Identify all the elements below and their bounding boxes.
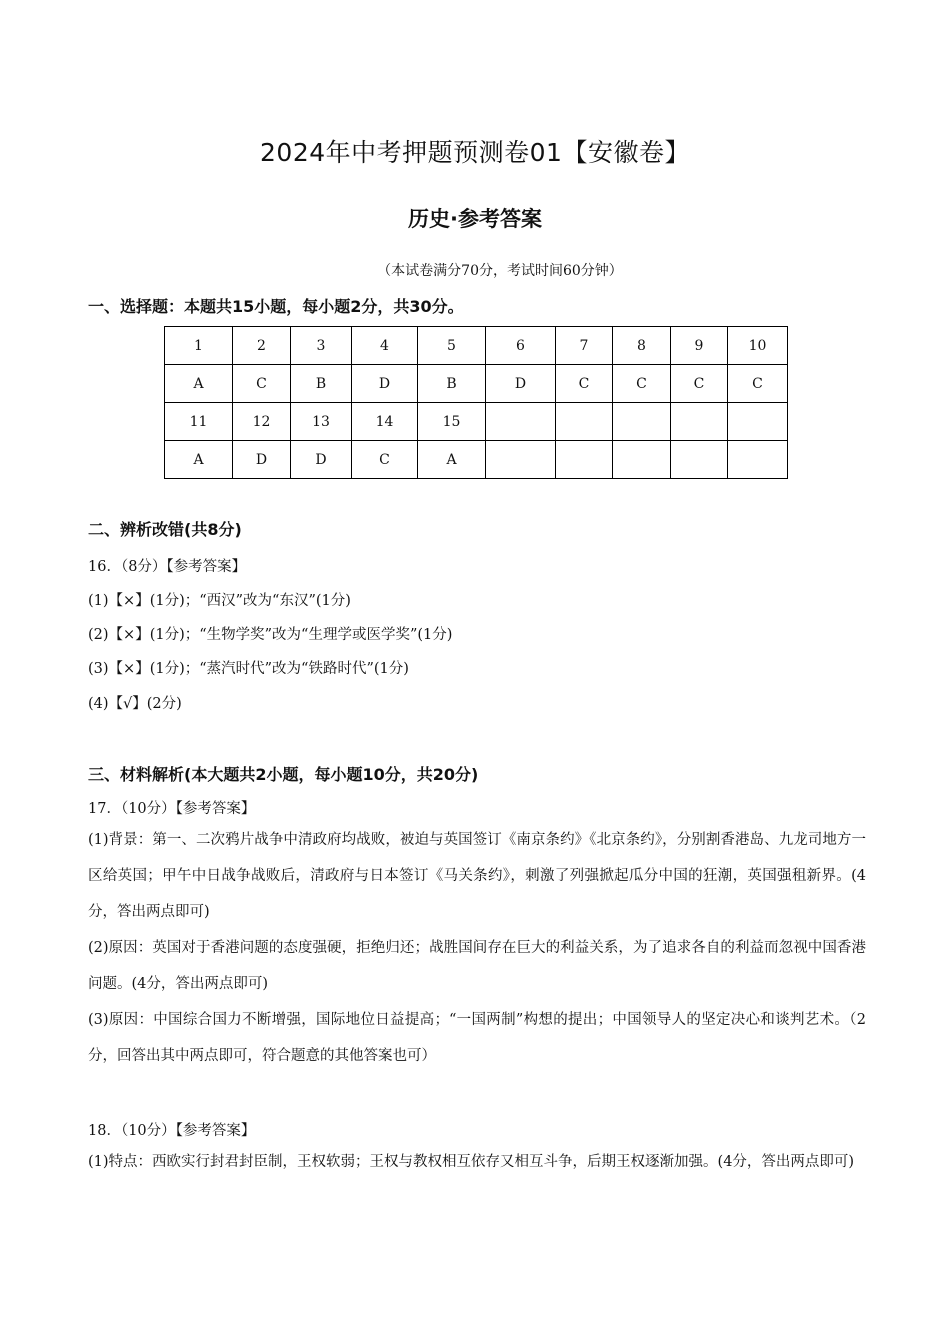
table-cell: 2 — [233, 327, 291, 365]
q17-answer-1: (1)背景：第一、二次鸦片战争中清政府均战败，被迫与英国签订《南京条约》《北京条约》，分别割香港岛、九龙司地方一区给英国；甲午中日战争战败后，清政府与日本签订《马关条约》，刺激了列强掀起瓜分中国的狂潮，英国强租新界。(4分，答出两点即可) — [88, 832, 866, 920]
table-cell: C — [728, 365, 788, 403]
table-cell: 15 — [418, 403, 486, 441]
table-cell — [613, 403, 671, 441]
answer-table — [164, 326, 788, 479]
table-cell: C — [352, 441, 418, 479]
exam-note: （本试卷满分70分，考试时间60分钟） — [377, 263, 623, 279]
q17-label: 17．（10分）【参考答案】 — [88, 801, 256, 817]
page-title: 2024年中考押题预测卷01【安徽卷】 — [260, 138, 690, 167]
page-subtitle: 历史·参考答案 — [408, 207, 542, 231]
table-cell — [671, 441, 728, 479]
table-cell: C — [556, 365, 613, 403]
table-cell: C — [233, 365, 291, 403]
table-cell: 1 — [165, 327, 233, 365]
table-cell — [613, 441, 671, 479]
q18-answer-1: (1)特点：西欧实行封君封臣制，王权软弱；王权与教权相互依存又相互斗争，后期王权逐渐加强。(4分，答出两点即可) — [88, 1154, 855, 1170]
table-cell — [486, 441, 556, 479]
table-cell: 4 — [352, 327, 418, 365]
table-cell: D — [291, 441, 352, 479]
q17-answer-2: (2)原因：英国对于香港问题的态度强硬，拒绝归还；战胜国间存在巨大的利益关系，为了追求各自的利益而忽视中国香港问题。(4分，答出两点即可) — [88, 940, 866, 992]
table-cell: B — [291, 365, 352, 403]
table-cell — [728, 441, 788, 479]
table-cell: 14 — [352, 403, 418, 441]
table-row — [165, 403, 788, 441]
table-cell — [728, 403, 788, 441]
table-row — [165, 327, 788, 365]
q16-answer-2: (2)【×】(1分)；“生物学奖”改为“生理学或医学奖”(1分) — [88, 627, 453, 643]
table-cell: 5 — [418, 327, 486, 365]
table-cell: 9 — [671, 327, 728, 365]
table-cell: 7 — [556, 327, 613, 365]
table-cell — [556, 441, 613, 479]
table-cell: B — [418, 365, 486, 403]
q18-label: 18．（10分）【参考答案】 — [88, 1123, 256, 1139]
table-row — [165, 365, 788, 403]
table-cell: A — [165, 365, 233, 403]
table-cell: 11 — [165, 403, 233, 441]
q16-answer-3: (3)【×】(1分)；“蒸汽时代”改为“铁路时代”(1分) — [88, 661, 409, 677]
table-cell: D — [486, 365, 556, 403]
table-cell — [556, 403, 613, 441]
table-cell: C — [613, 365, 671, 403]
q16-label: 16．（8分）【参考答案】 — [88, 559, 247, 575]
table-cell: 12 — [233, 403, 291, 441]
section1-heading: 一、选择题：本题共15小题，每小题2分，共30分。 — [88, 297, 464, 316]
section3-heading: 三、材料解析(本大题共2小题，每小题10分，共20分) — [88, 765, 479, 784]
table-cell: 13 — [291, 403, 352, 441]
table-cell: 3 — [291, 327, 352, 365]
q17-answer-3: (3)原因：中国综合国力不断增强，国际地位日益提高；“一国两制”构想的提出；中国领导人的坚定决心和谈判艺术。（2分，回答出其中两点即可，符合题意的其他答案也可） — [88, 1012, 866, 1064]
table-cell: D — [233, 441, 291, 479]
q16-answer-4: (4)【√】(2分) — [88, 696, 182, 712]
table-cell: 10 — [728, 327, 788, 365]
table-cell: A — [418, 441, 486, 479]
table-cell: 8 — [613, 327, 671, 365]
table-cell: D — [352, 365, 418, 403]
table-cell — [671, 403, 728, 441]
table-cell — [486, 403, 556, 441]
q16-answer-1: (1)【×】(1分)；“西汉”改为“东汉”(1分) — [88, 593, 351, 609]
table-row — [165, 441, 788, 479]
table-cell: A — [165, 441, 233, 479]
table-cell: C — [671, 365, 728, 403]
section2-heading: 二、辨析改错(共8分) — [88, 520, 242, 539]
table-cell: 6 — [486, 327, 556, 365]
